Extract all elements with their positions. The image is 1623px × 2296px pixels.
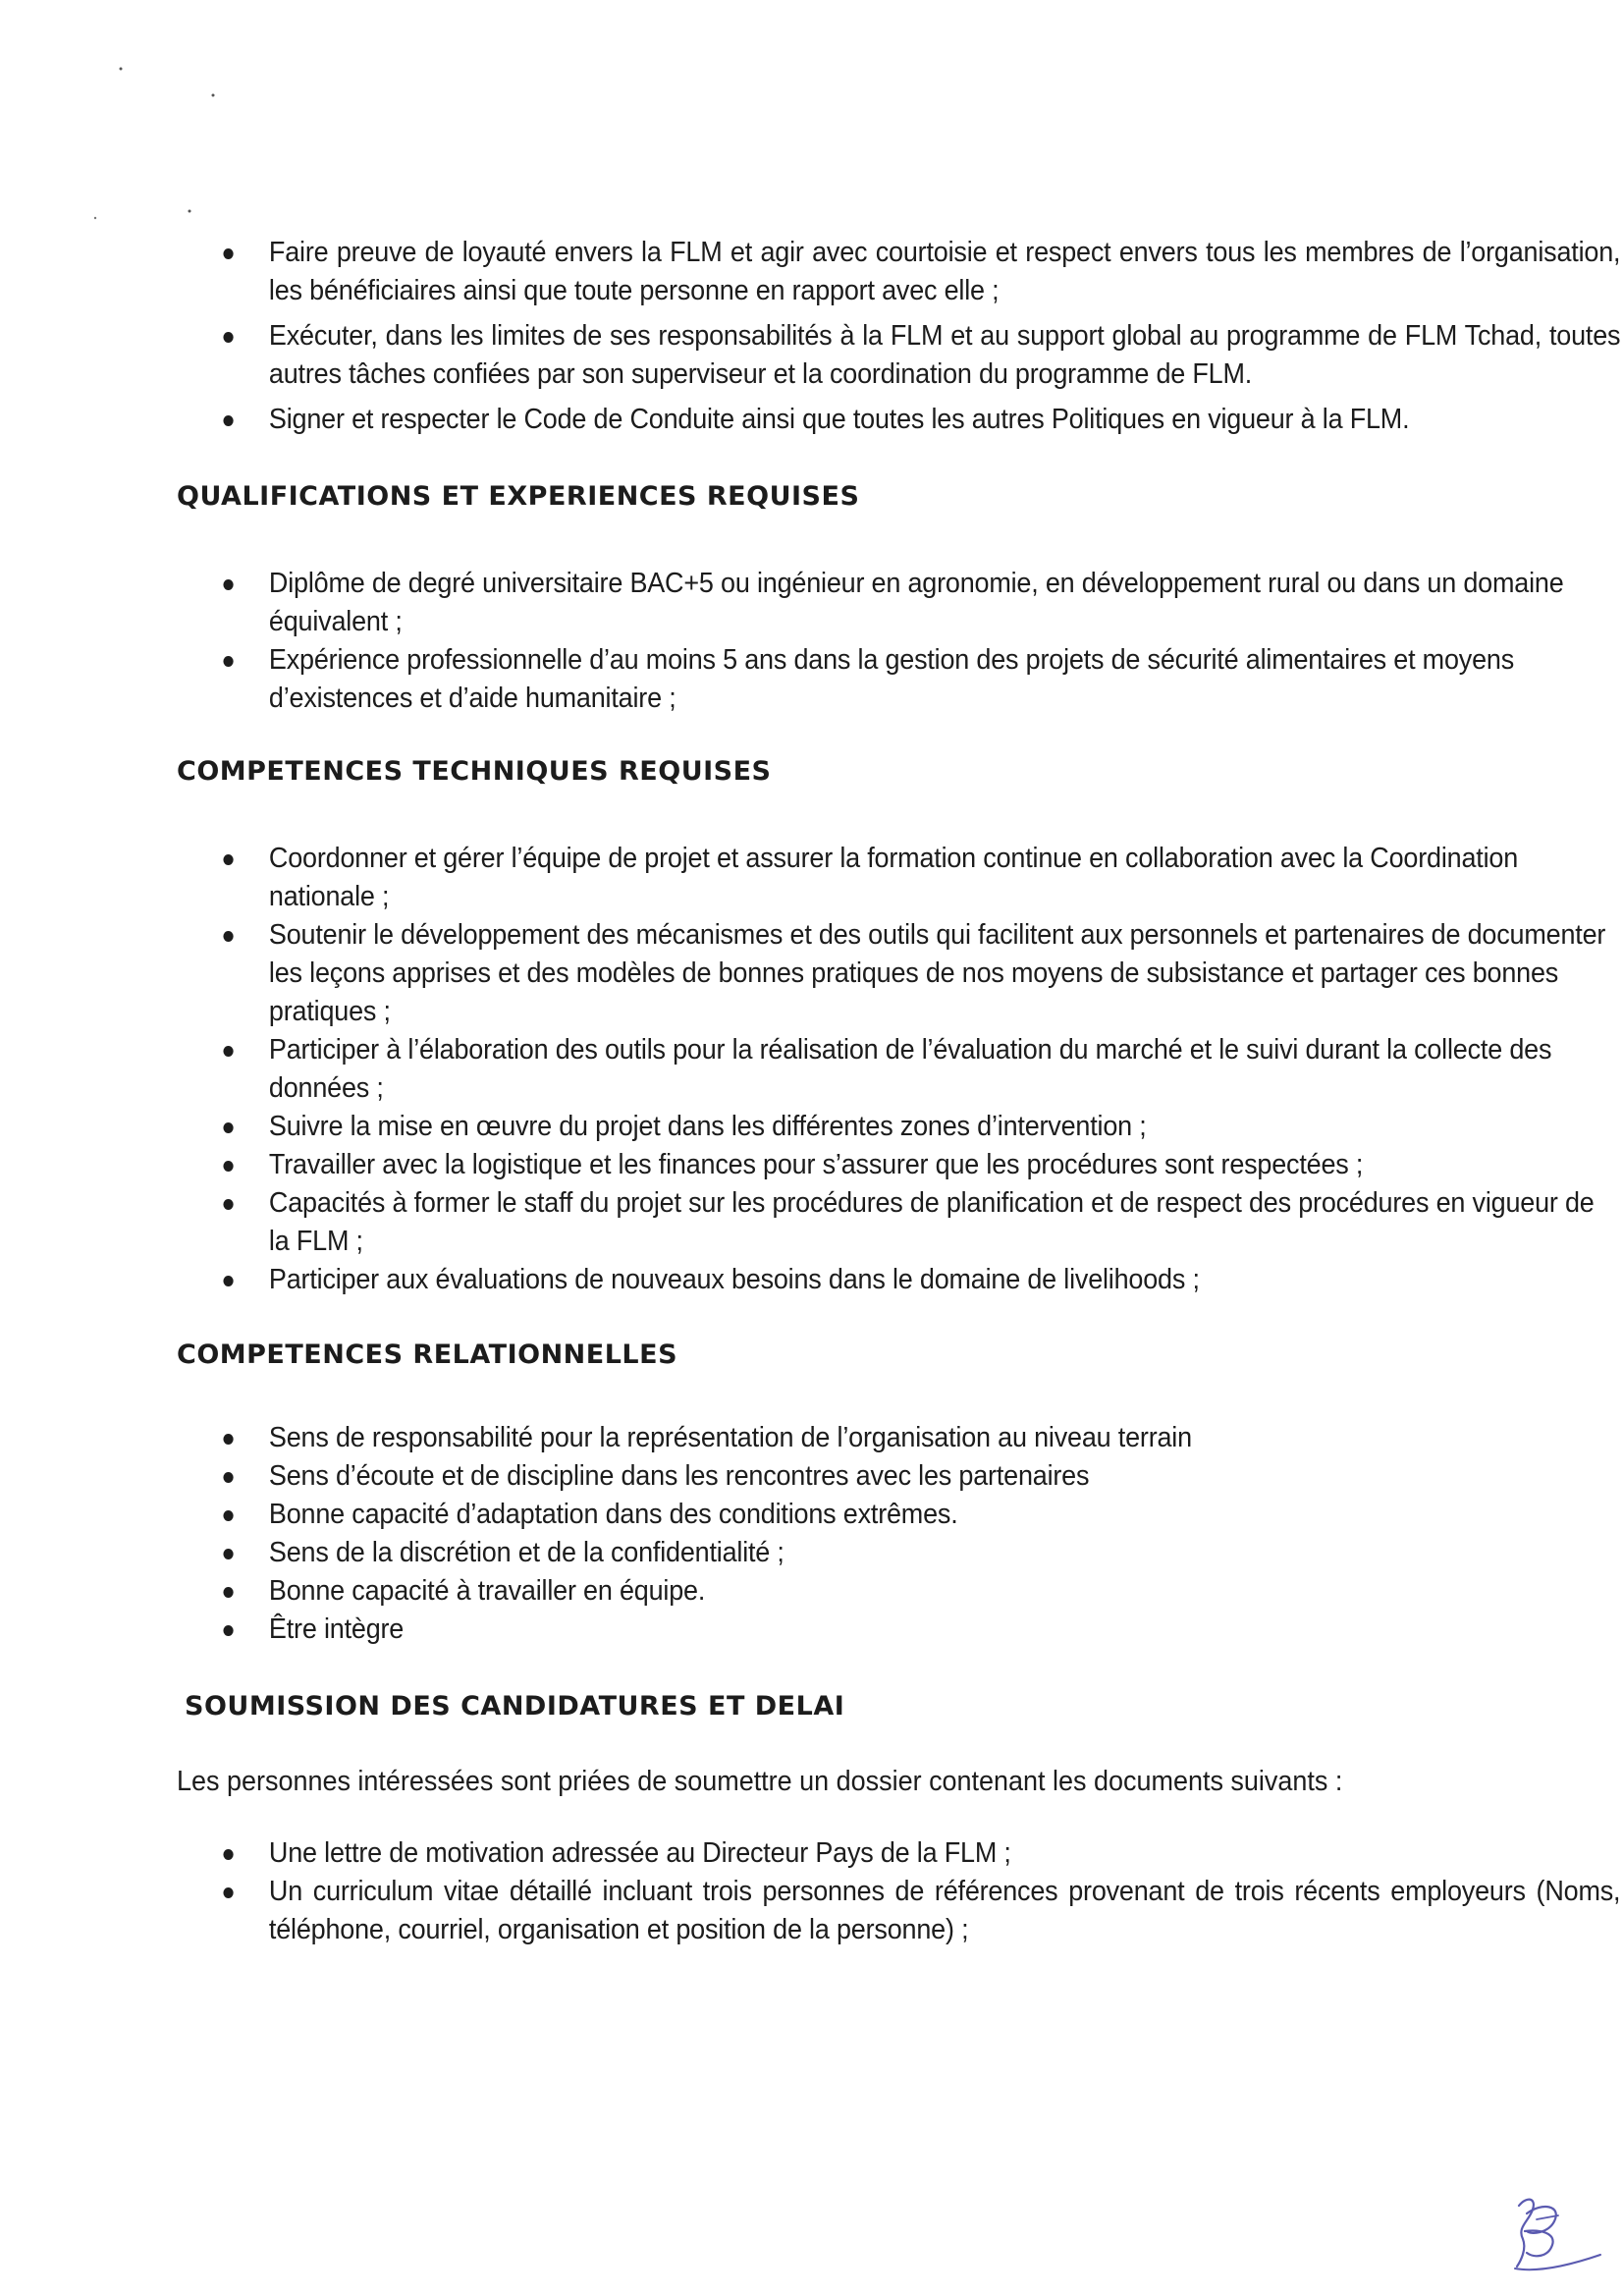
list-item: [177, 1834, 1620, 1873]
list-item: [177, 565, 1620, 641]
bullet-icon: [223, 1161, 233, 1172]
bullet-icon: [223, 931, 233, 942]
section-heading-qualifications: QUALIFICATIONS ET EXPERIENCES REQUISES: [177, 481, 860, 512]
bullet-icon: [223, 1849, 233, 1860]
list-item-text: Participer à l’élaboration des outils pour la réalisation de l’évaluation du marché et le suivi durant la collecte des données ;: [268, 1034, 1552, 1104]
list-item: [177, 1496, 1620, 1534]
bullet-icon: [223, 854, 233, 865]
bullet-icon: [223, 1510, 233, 1521]
list-item: [177, 1031, 1620, 1108]
bullet-icon: [223, 1587, 233, 1598]
bullet-icon: [223, 1549, 233, 1559]
list-item-text: Coordonner et gérer l’équipe de projet et assurer la formation continue en collaboration avec la Coordination nationale ;: [268, 843, 1519, 912]
list-item-text: Soutenir le développement des mécanismes et des outils qui facilitent aux personnels et partenaires de documenter les leçons apprises et des modèles de bonnes pratiques de nos moyens de subsistance et partager ces bonnes pratiques ;: [268, 919, 1606, 1027]
bullet-icon: [223, 332, 233, 343]
list-item: [177, 1261, 1620, 1299]
list-item: [177, 1534, 1620, 1572]
bullet-icon: [223, 1276, 233, 1286]
list-item: [177, 840, 1620, 916]
list-item: [177, 1873, 1620, 1949]
list-item-text: Exécuter, dans les limites de ses responsabilités à la FLM et au support global au programme de FLM Tchad, toutes autres tâches confiées par son superviseur et la coordination du programme de FLM.: [268, 320, 1621, 390]
list-item: [177, 1457, 1620, 1496]
bullet-icon: [223, 248, 233, 259]
responsibilities-list: [177, 234, 1621, 439]
bullet-icon: [223, 1472, 233, 1483]
list-item: [177, 1146, 1620, 1184]
list-item-text: Bonne capacité à travailler en équipe.: [268, 1575, 706, 1607]
list-item-text: Travailler avec la logistique et les finances pour s’assurer que les procédures sont respectées ;: [268, 1149, 1364, 1180]
submission-intro: Les personnes intéressées sont priées de soumettre un dossier contenant les documents suivants :: [177, 1766, 1343, 1797]
list-item-text: Capacités à former le staff du projet sur les procédures de planification et de respect des procédures en vigueur de la FLM ;: [268, 1187, 1595, 1257]
list-item-text: Sens de la discrétion et de la confidentialité ;: [268, 1537, 784, 1568]
section-heading-technical: COMPETENCES TECHNIQUES REQUISES: [177, 756, 772, 787]
list-item-text: Sens de responsabilité pour la représentation de l’organisation au niveau terrain: [268, 1422, 1192, 1453]
list-item: [177, 317, 1620, 394]
list-item: [177, 234, 1620, 310]
section-heading-submission: SOUMISSION DES CANDIDATURES ET DELAI: [185, 1691, 845, 1722]
bullet-icon: [223, 1887, 233, 1898]
bullet-icon: [223, 1046, 233, 1057]
qualifications-list: [177, 565, 1564, 718]
list-item-text: Diplôme de degré universitaire BAC+5 ou ingénieur en agronomie, en développement rural ou dans un domaine équivalent ;: [268, 568, 1564, 637]
bullet-icon: [223, 656, 233, 667]
list-item-text: Sens d’écoute et de discipline dans les rencontres avec les partenaires: [268, 1460, 1090, 1492]
list-item-text: Une lettre de motivation adressée au Directeur Pays de la FLM ;: [268, 1837, 1011, 1869]
relational-skills-list: [177, 1419, 1483, 1649]
bullet-icon: [223, 1625, 233, 1636]
list-item-text: Expérience professionnelle d’au moins 5 ans dans la gestion des projets de sécurité alimentaires et moyens d’existences et d’aide humanitaire ;: [268, 644, 1515, 714]
list-item: [177, 1611, 1620, 1649]
list-item: [177, 1419, 1620, 1457]
technical-skills-list: [177, 840, 1606, 1299]
bullet-icon: [223, 1434, 233, 1445]
list-item-text: Suivre la mise en œuvre du projet dans les différentes zones d’intervention ;: [268, 1111, 1147, 1142]
section-heading-relational: COMPETENCES RELATIONNELLES: [177, 1339, 678, 1370]
list-item: [177, 1184, 1620, 1261]
list-item-text: Signer et respecter le Code de Conduite ainsi que toutes les autres Politiques en vigueur à la FLM.: [268, 404, 1410, 435]
list-item: [177, 916, 1620, 1031]
bullet-icon: [223, 415, 233, 426]
list-item: [177, 401, 1620, 439]
submission-documents-list: [177, 1834, 1621, 1949]
list-item: [177, 1572, 1620, 1611]
list-item: [177, 641, 1620, 718]
initials-signature-icon: [1497, 2188, 1605, 2276]
list-item-text: Participer aux évaluations de nouveaux besoins dans le domaine de livelihoods ;: [268, 1264, 1200, 1295]
bullet-icon: [223, 1122, 233, 1133]
bullet-icon: [223, 579, 233, 590]
list-item-text: Faire preuve de loyauté envers la FLM et agir avec courtoisie et respect envers tous les membres de l’organisation, les bénéficiaires ainsi que toute personne en rapport avec elle ;: [268, 237, 1621, 306]
list-item-text: Bonne capacité d’adaptation dans des conditions extrêmes.: [268, 1499, 958, 1530]
list-item-text: Un curriculum vitae détaillé incluant trois personnes de références provenant de trois récents employeurs (Noms, téléphone, courriel, organisation et position de la personne) ;: [268, 1876, 1621, 1945]
list-item-text: Être intègre: [268, 1613, 405, 1645]
document-body: [177, 234, 1621, 1949]
list-item: [177, 1108, 1620, 1146]
bullet-icon: [223, 1199, 233, 1210]
